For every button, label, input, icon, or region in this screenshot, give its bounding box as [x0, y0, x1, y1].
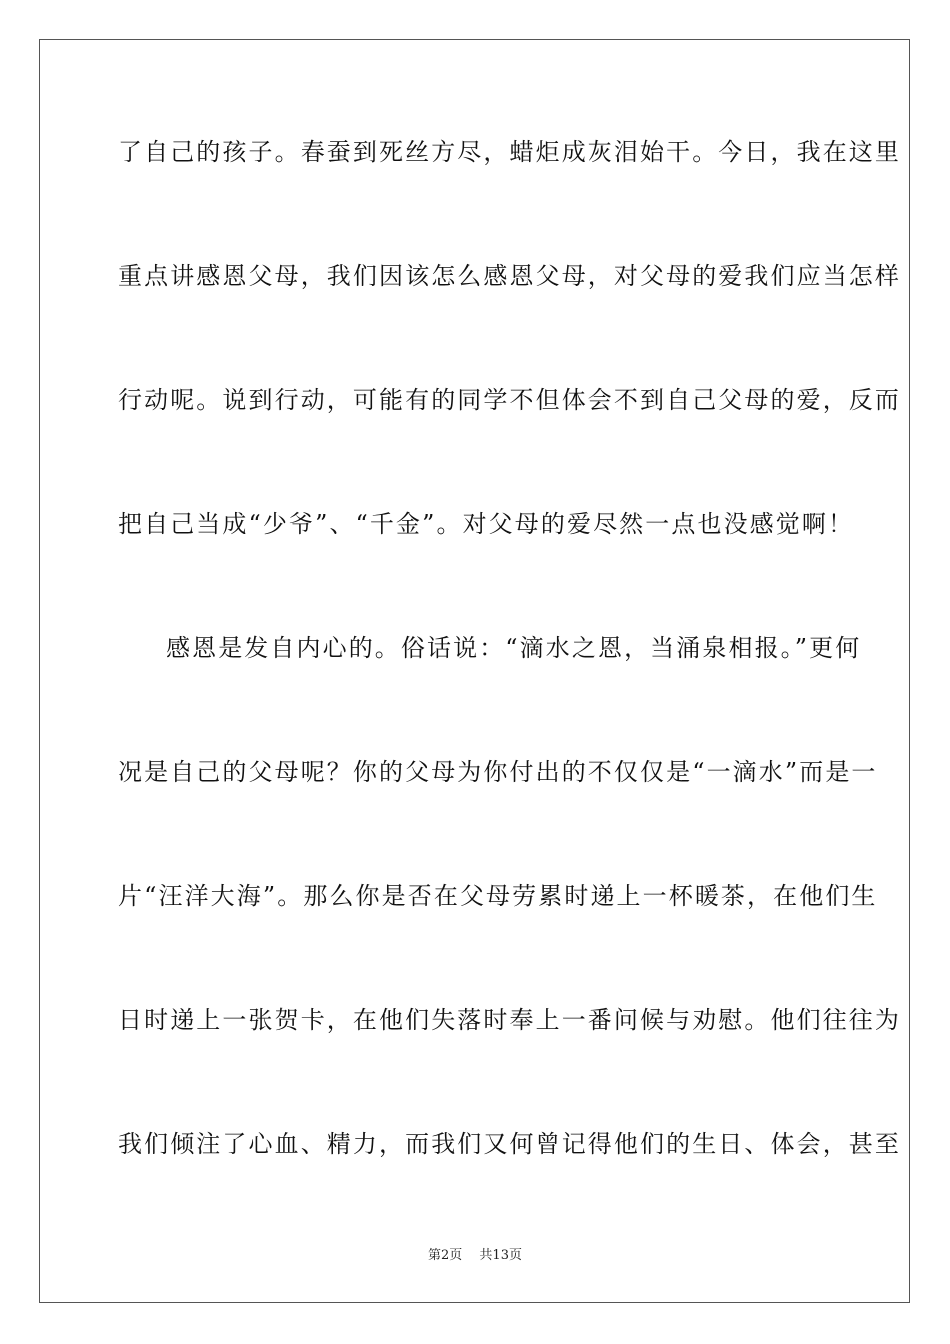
text-line-7: 片“汪洋大海”。那么你是否在父母劳累时递上一杯暖茶，在他们生	[118, 882, 878, 910]
text-line-5: 感恩是发自内心的。俗话说：“滴水之恩，当涌泉相报。”更何	[166, 634, 862, 662]
text-line-9: 我们倾注了心血、精力，而我们又何曾记得他们的生日、体会，甚至	[118, 1130, 901, 1158]
page-number-footer: 第2页 共13页	[428, 1248, 522, 1263]
text-line-1: 了自己的孩子。春蚕到死丝方尽，蜡炬成灰泪始干。今日，我在这里	[118, 138, 901, 166]
page-border	[39, 39, 910, 1303]
text-line-6: 况是自己的父母呢？你的父母为你付出的不仅仅是“一滴水”而是一	[118, 758, 878, 786]
text-line-3: 行动呢。说到行动，可能有的同学不但体会不到自己父母的爱，反而	[118, 386, 901, 414]
text-line-8: 日时递上一张贺卡，在他们失落时奉上一番问候与劝慰。他们往往为	[118, 1006, 901, 1034]
text-line-2: 重点讲感恩父母，我们因该怎么感恩父母，对父母的爱我们应当怎样	[118, 262, 901, 290]
text-line-4: 把自己当成“少爷”、“千金”。对父母的爱尽然一点也没感觉啊！	[118, 510, 855, 538]
